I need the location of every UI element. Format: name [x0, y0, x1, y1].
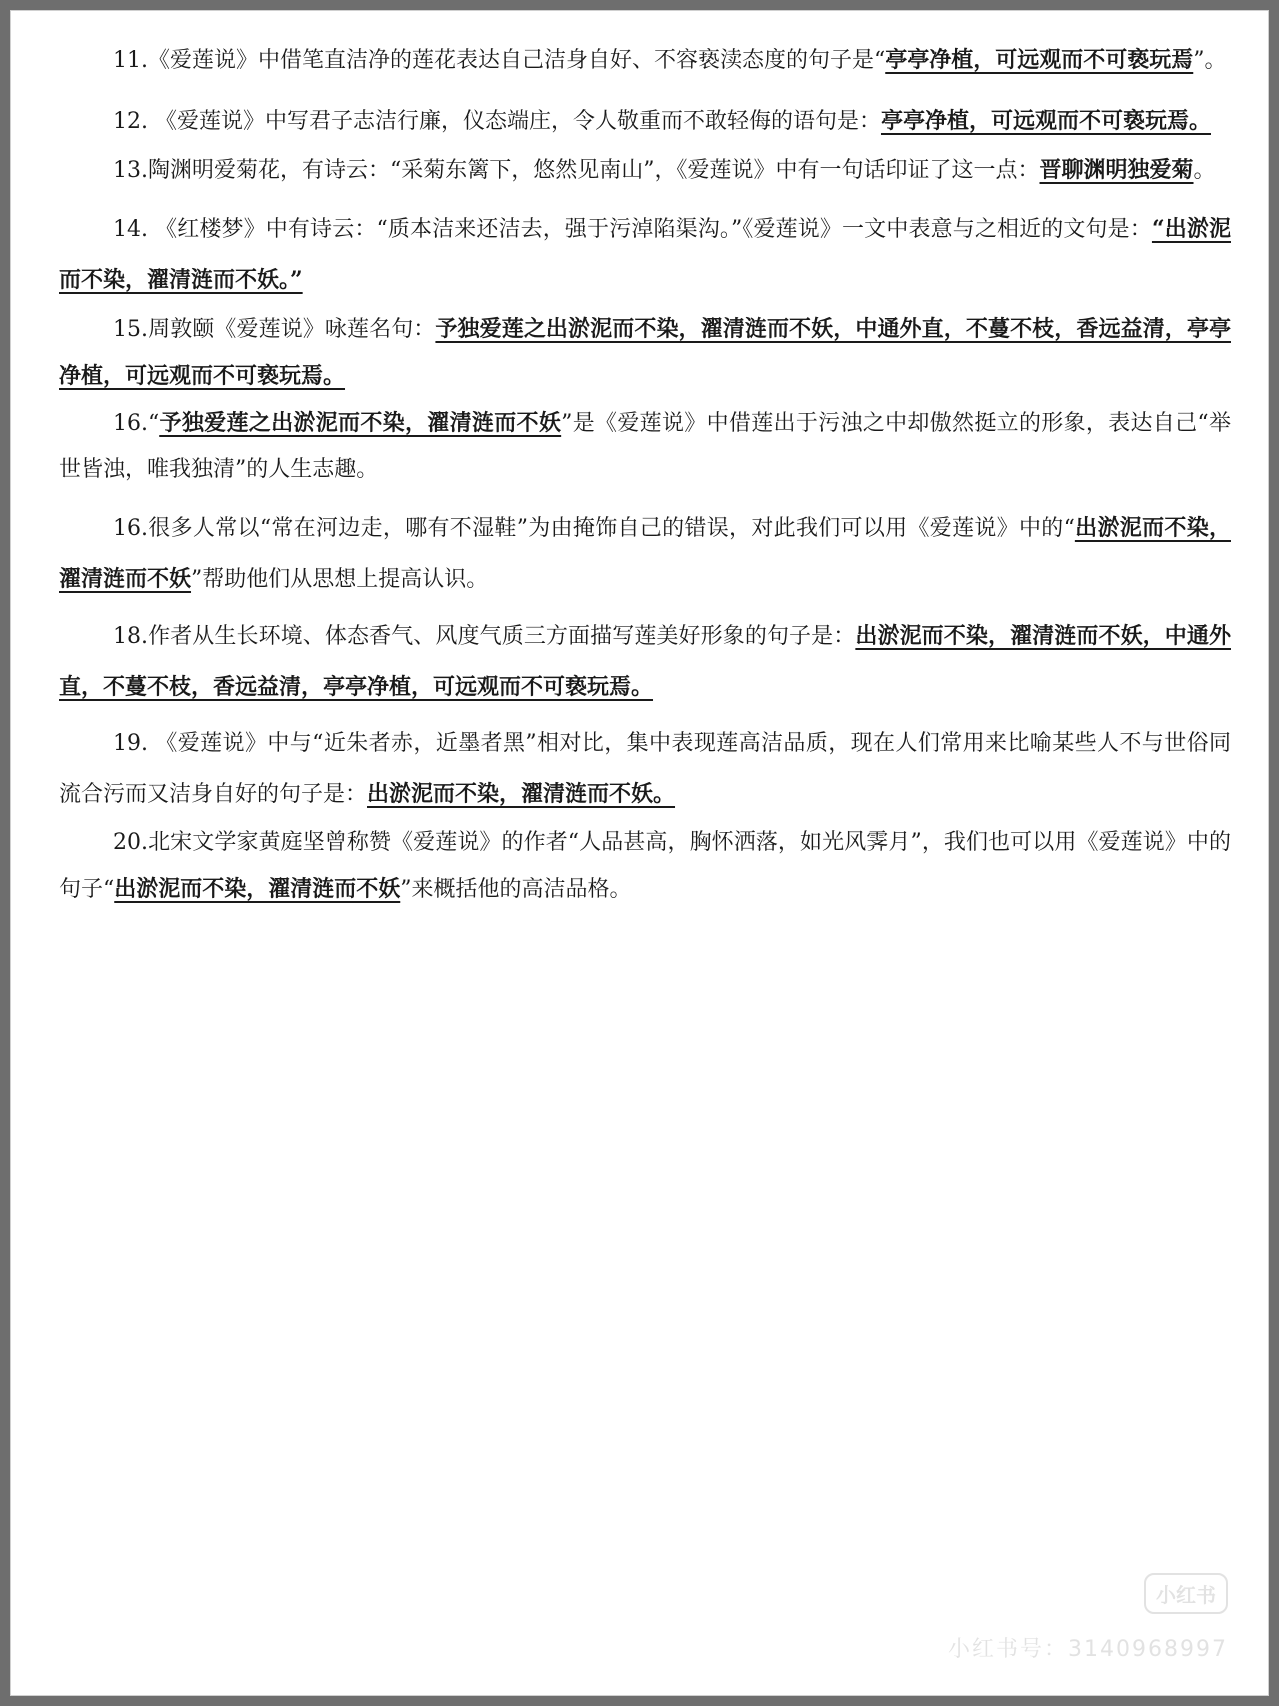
- answer-text: 晋聊渊明独爱菊: [1039, 157, 1194, 183]
- question-item-19: [59, 719, 1231, 820]
- answer-text: 予独爱莲之出淤泥而不染，濯清涟而不妖: [159, 410, 562, 436]
- question-text: 11.《爱莲说》中借笔直洁净的莲花表达自己洁身自好、不容亵渎态度的句子是“: [113, 48, 886, 73]
- answer-text: 亭亭净植，可远观而不可亵玩焉。: [880, 108, 1211, 134]
- answer-text: 出淤泥而不染，濯清涟而不妖: [59, 515, 1231, 592]
- watermark-logo: 小红书: [1144, 1573, 1228, 1614]
- question-item-16a: [59, 400, 1231, 493]
- question-text: 13.陶渊明爱菊花，有诗云：“采菊东篱下，悠然见南山”，《爱莲说》中有一句话印证了这一点：: [113, 158, 1040, 183]
- question-text: ”。: [1193, 48, 1227, 73]
- question-text: 12. 《爱莲说》中写君子志洁行廉，仪态端庄，令人敬重而不敢轻侮的语句是：: [113, 109, 881, 134]
- question-text: 16.很多人常以“常在河边走，哪有不湿鞋”为由掩饰自己的错误，对此我们可以用《爱莲说》中的“: [113, 516, 1075, 541]
- question-text: 。: [1193, 158, 1216, 183]
- answer-text: 出淤泥而不染，濯清涟而不妖: [114, 876, 401, 902]
- question-text: ”来概括他的高洁品格。: [400, 877, 632, 902]
- watermark: [948, 1573, 1228, 1663]
- question-text: 18.作者从生长环境、体态香气、风度气质三方面描写莲美好形象的句子是：: [113, 624, 856, 649]
- answer-text: 予独爱莲之出淤泥而不染，濯清涟而不妖，中通外直，不蔓不枝，香远益清，亭亭净植，可远观而不可亵玩焉。: [59, 316, 1231, 389]
- question-text: 20.北宋文学家黄庭坚曾称赞《爱莲说》的作者“人品甚高，胸怀洒落，如光风霁月”，我们也可以用《爱莲说》中的句子“: [59, 830, 1231, 902]
- answer-text: 出淤泥而不染，濯清涟而不妖。: [367, 781, 676, 807]
- question-item-20: [59, 820, 1231, 913]
- question-item-11: [59, 35, 1231, 86]
- question-text: 15.周敦颐《爱莲说》咏莲名句：: [113, 317, 436, 342]
- document-page: [10, 10, 1269, 1696]
- question-item-13: [59, 147, 1231, 194]
- question-text: ”是《爱莲说》中借莲出于污浊之中却傲然挺立的形象，表达自己“举世皆浊，唯我独清”的人生志趣。: [59, 411, 1231, 482]
- question-item-16b: [59, 503, 1231, 605]
- question-item-18: [59, 611, 1231, 713]
- question-text: ”帮助他们从思想上提高认识。: [191, 567, 489, 592]
- answer-text: 出淤泥而不染，濯清涟而不妖，中通外直，不蔓不枝，香远益清，亭亭净植，可远观而不可亵玩焉。: [59, 623, 1231, 700]
- watermark-id: 小红书号：3140968997: [948, 1637, 1228, 1662]
- question-item-12: [59, 96, 1231, 147]
- question-text: 16.“: [113, 411, 160, 436]
- question-text: 14. 《红楼梦》中有诗云：“质本洁来还洁去，强于污淖陷渠沟。”《爱莲说》一文中表意与之相近的文句是：: [113, 217, 1152, 242]
- question-text: 19. 《爱莲说》中与“近朱者赤，近墨者黑”相对比，集中表现莲高洁品质，现在人们常用来比喻某些人不与世俗同流合污而又洁身自好的句子是：: [59, 731, 1231, 807]
- answer-text: “出淤泥而不染，濯清涟而不妖。”: [59, 216, 1231, 293]
- question-item-14: [59, 204, 1231, 306]
- document-content: [59, 29, 1231, 913]
- question-item-15: [59, 306, 1231, 400]
- answer-text: 亭亭净植，可远观而不可亵玩焉: [885, 47, 1194, 73]
